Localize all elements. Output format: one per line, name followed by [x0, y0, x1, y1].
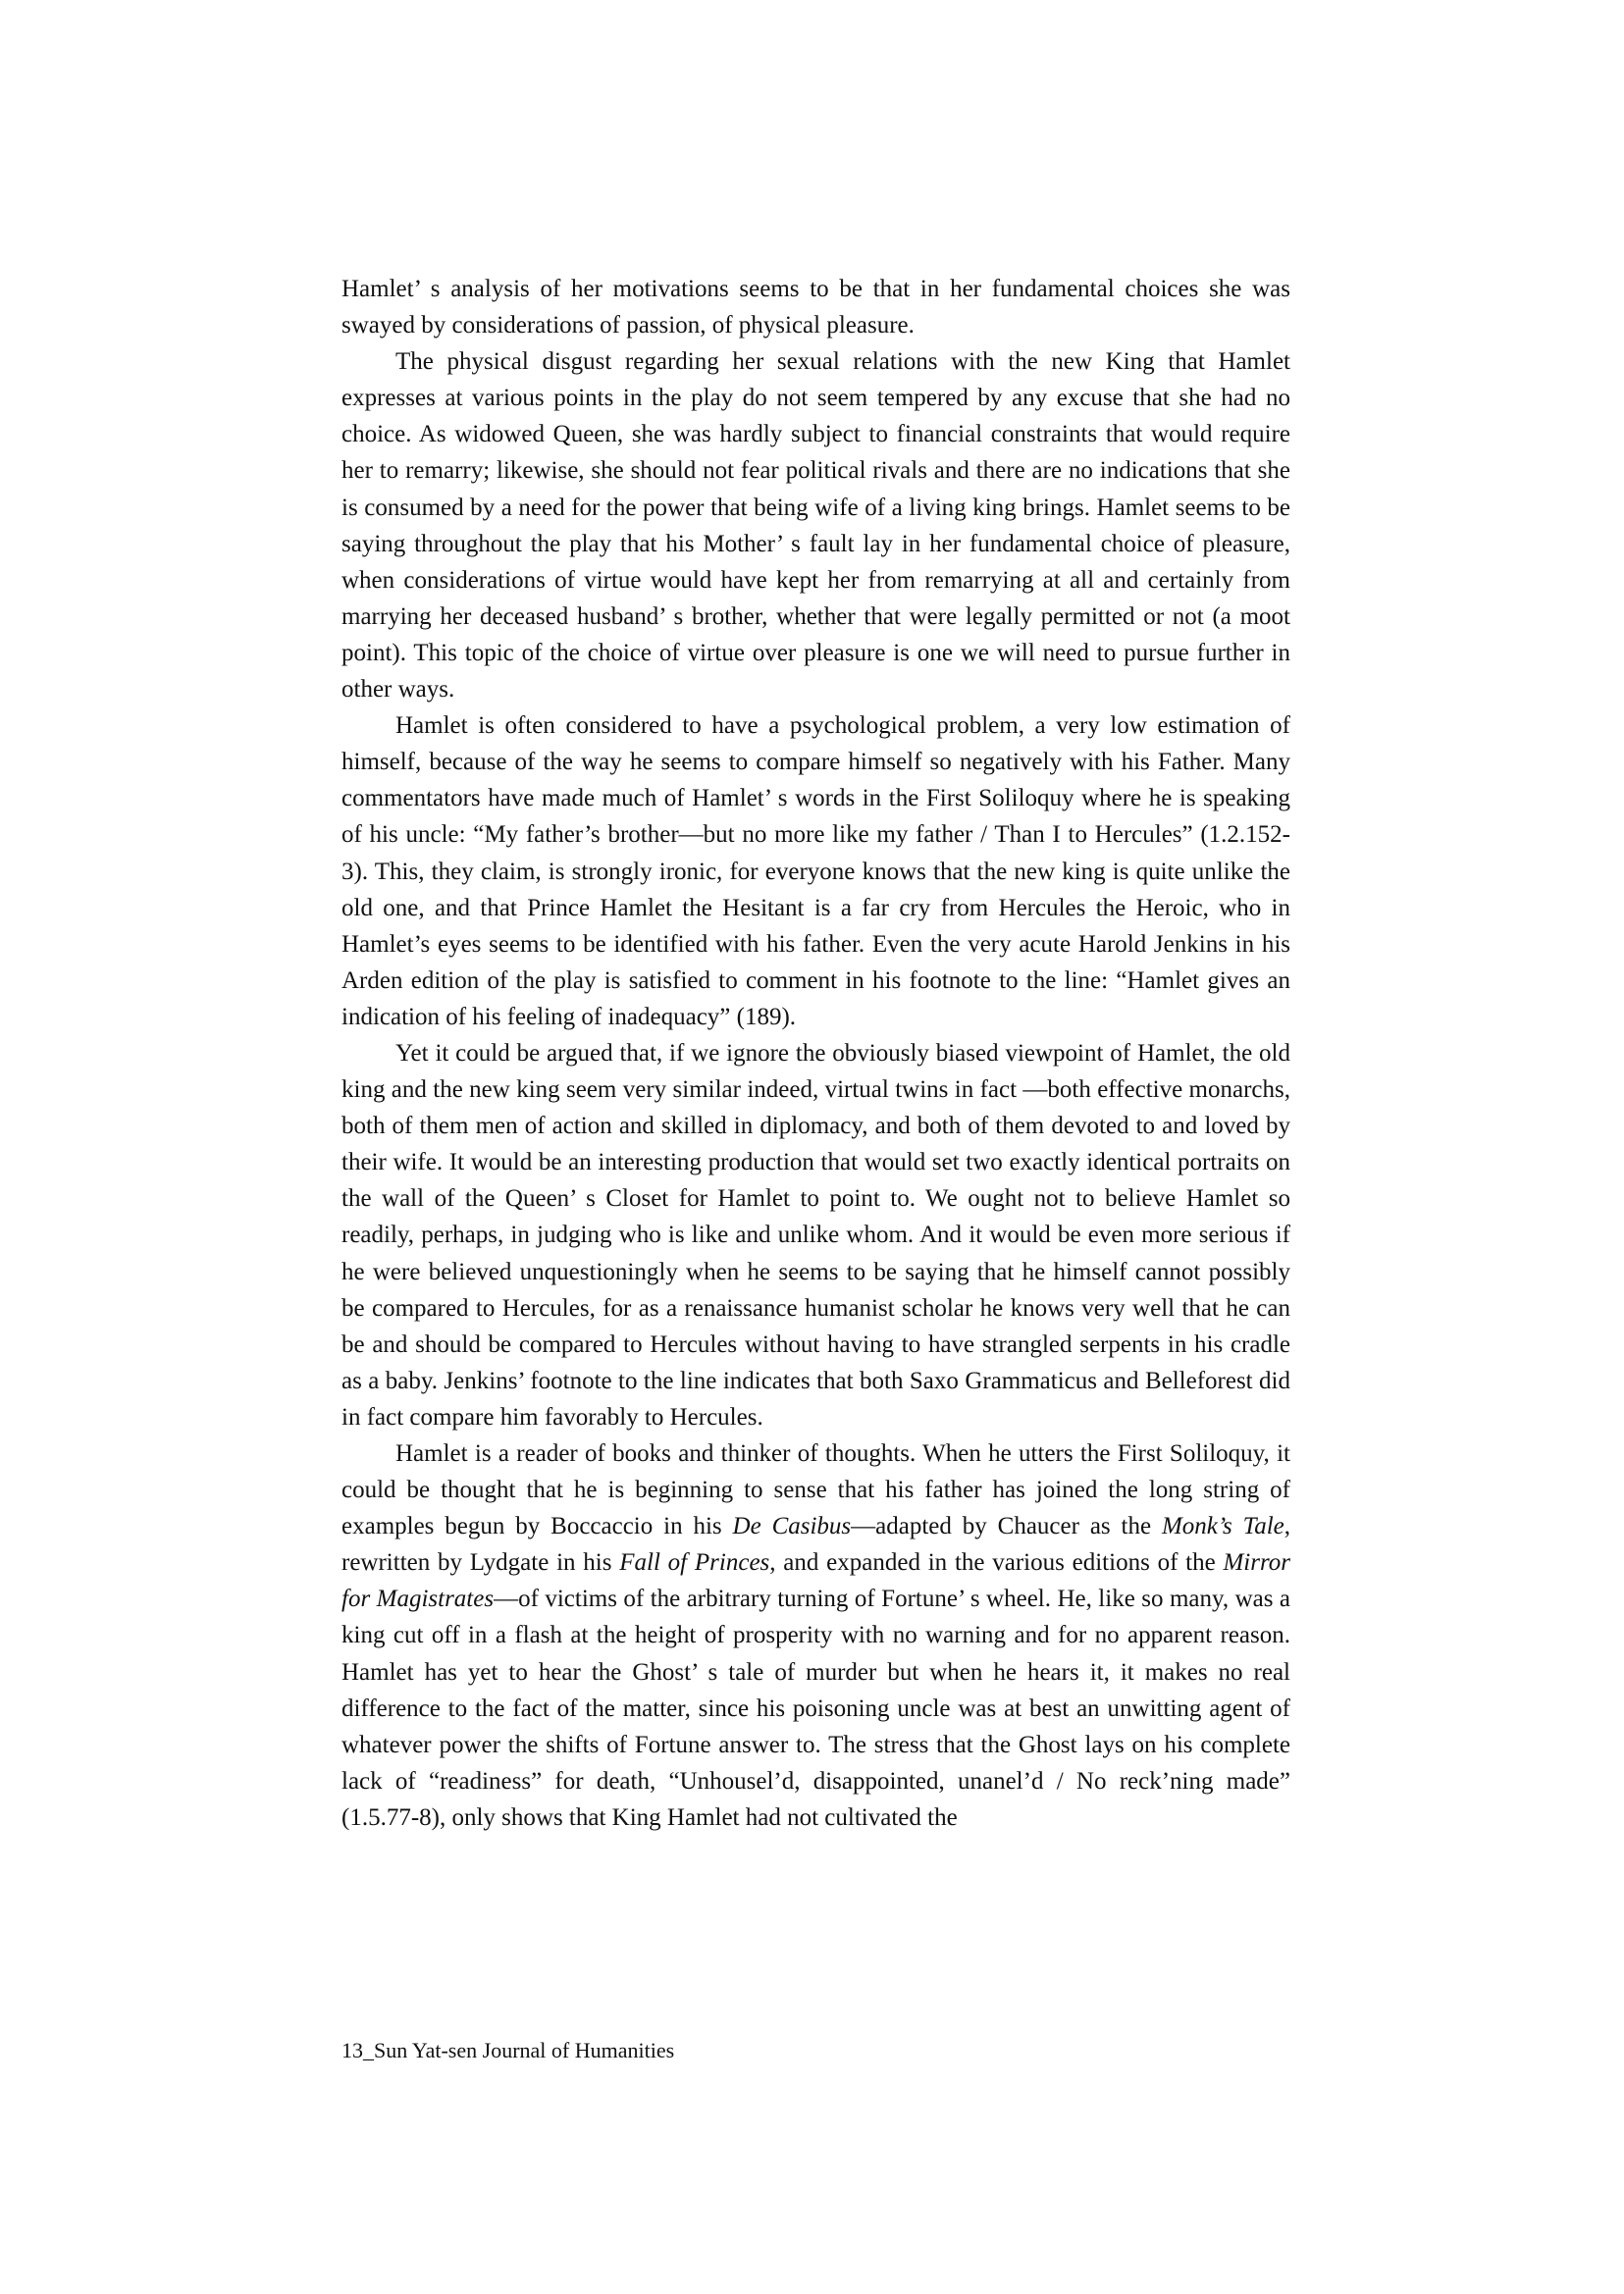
text-run: Hamlet is often considered to have a psychological problem, a very low estimation of himself, because of the way he seems to compare himself so negatively with his Father. Many commentators have made much of Hamlet’ s words in the First Soliloquy where he is speaking of his uncle: “My father’s brother—but no more like my father / Than I to Hercules” (1.2.152-3). This, they claim, is strongly ironic, for everyone knows that the new king is quite unlike the old one, and that Prince Hamlet the Hesitant is a far cry from Hercules the Heroic, who in Hamlet’s eyes seems to be identified with his father. Even the very acute Harold Jenkins in his Arden edition of the play is satisfied to comment in his footnote to the line: “Hamlet gives an indication of his feeling of inadequacy” (189). — [341, 712, 1290, 1030]
italic-title: De Casibus — [732, 1513, 852, 1540]
paragraph — [341, 343, 1290, 707]
text-run: Hamlet is a reader of books and thinker of thoughts. When he utters the First Soliloquy, it could be thought that he is beginning to sense that his father has joined the long string of examples begun by Boccaccio in his — [341, 1440, 1290, 1540]
text-run: Yet it could be argued that, if we ignore the obviously biased viewpoint of Hamlet, the old king and the new king seem very similar indeed, virtual twins in fact —both effective monarchs, both of them men of action and skilled in diplomacy, and both of them devoted to and loved by their wife. It would be an interesting production that would set two exactly identical portraits on the wall of the Queen’ s Closet for Hamlet to point to. We ought not to believe Hamlet so readily, perhaps, in judging who is like and unlike whom. And it would be even more serious if he were believed unquestioningly when he seems to be saying that he himself cannot possibly be compared to Hercules, for as a renaissance humanist scholar he knows very well that he can be and should be compared to Hercules without having to have strangled serpents in his cradle as a baby. Jenkins’ footnote to the line indicates that both Saxo Grammaticus and Belleforest did in fact compare him favorably to Hercules. — [341, 1039, 1290, 1431]
italic-title: Fall of Princes — [619, 1549, 770, 1577]
page-footer: 13_Sun Yat-sen Journal of Humanities — [341, 2038, 675, 2062]
text-run: Hamlet’ s analysis of her motivations seems to be that in her fundamental choices she was swayed by considerations of passion, of physical pleasure. — [341, 276, 1290, 339]
italic-title: Monk’s Tale — [1161, 1513, 1284, 1540]
paragraph — [341, 271, 1290, 343]
text-run: —of victims of the arbitrary turning of Fortune’ s wheel. He, like so many, was a king cut off in a flash at the height of prosperity with no warning and for no apparent reason. Hamlet has yet to hear the Ghost’ s tale of murder but when he hears it, it makes no real difference to the fact of the matter, since his poisoning uncle was at best an unwitting agent of whatever power the shifts of Fortune answer to. The stress that the Ghost lays on his complete lack of “readiness” for death, “Unhousel’d, disappointed, unanel’d / No reck’ning made” (1.5.77-8), only shows that King Hamlet had not cultivated the — [341, 1586, 1290, 1831]
text-run: The physical disgust regarding her sexual relations with the new King that Hamlet expresses at various points in the play do not seem tempered by any excuse that she had no choice. As widowed Queen, she was hardly subject to financial constraints that would require her to remarry; likewise, she should not fear political rivals and there are no indications that she is consumed by a need for the power that being wife of a living king brings. Hamlet seems to be saying throughout the play that his Mother’ s fault lay in her fundamental choice of pleasure, when considerations of virtue would have kept her from remarrying at all and certainly from marrying her deceased husband’ s brother, whether that were legally permitted or not (a moot point). This topic of the choice of virtue over pleasure is one we will need to pursue further in other ways. — [341, 348, 1290, 704]
paragraph — [341, 707, 1290, 1035]
text-run: , rewritten by Lydgate in his — [341, 1513, 1291, 1577]
text-run: , and expanded in the various editions of the — [769, 1549, 1224, 1577]
italic-title: Mirror for Magistrates — [341, 1549, 1291, 1613]
paragraph — [341, 1435, 1290, 1836]
paragraph — [341, 1035, 1290, 1435]
text-run: —adapted by Chaucer as the — [851, 1513, 1162, 1540]
body-text — [341, 271, 1290, 1836]
